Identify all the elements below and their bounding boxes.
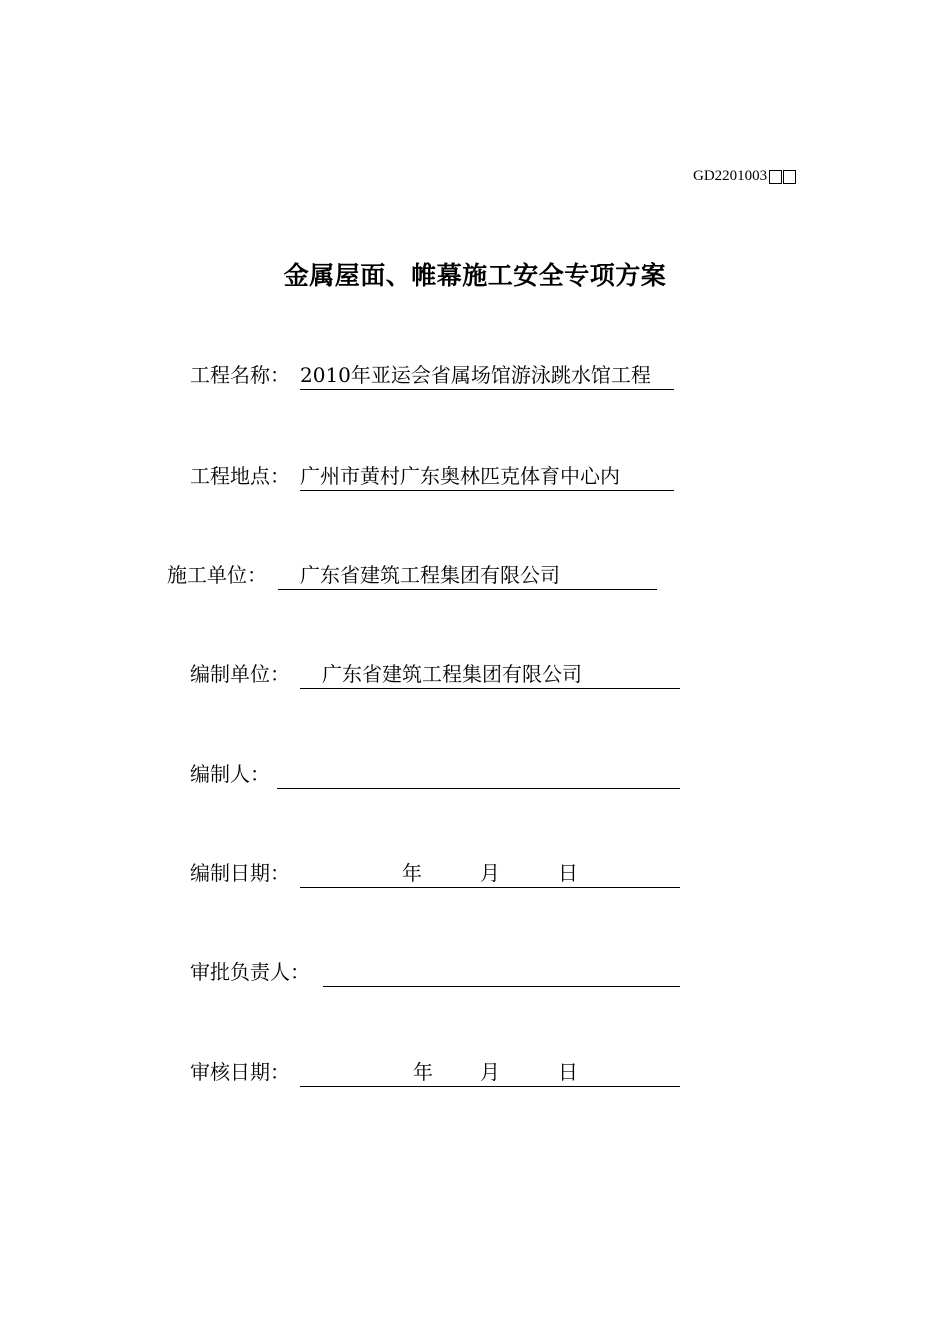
project-name-label: 工程名称： bbox=[190, 363, 290, 387]
review-date-day: 日 bbox=[558, 1060, 578, 1084]
compile-date-label: 编制日期： bbox=[190, 861, 290, 885]
review-date-label: 审核日期： bbox=[190, 1060, 290, 1084]
project-location-row bbox=[190, 462, 690, 490]
project-location-value-line bbox=[300, 462, 674, 491]
checkbox-square-icon bbox=[783, 170, 796, 184]
compiling-unit-label: 编制单位： bbox=[190, 662, 290, 686]
project-name-row bbox=[190, 361, 690, 389]
compile-date-row bbox=[190, 859, 690, 887]
project-location-label: 工程地点： bbox=[190, 464, 290, 488]
compiler-value-line bbox=[277, 760, 680, 789]
construction-unit-value-line bbox=[278, 561, 657, 590]
compile-date-year: 年 bbox=[402, 861, 422, 885]
approver-label: 审批负责人： bbox=[190, 960, 310, 984]
review-date-month: 月 bbox=[480, 1060, 500, 1084]
document-code-text: GD2201003 bbox=[693, 168, 768, 184]
approver-row bbox=[190, 958, 690, 986]
review-date-row bbox=[190, 1058, 690, 1086]
compiling-unit-value: 广东省建筑工程集团有限公司 bbox=[322, 662, 582, 686]
project-name-value: 2010年亚运会省属场馆游泳跳水馆工程 bbox=[300, 363, 651, 387]
review-date-year: 年 bbox=[413, 1060, 433, 1084]
compile-date-month: 月 bbox=[480, 861, 500, 885]
construction-unit-value: 广东省建筑工程集团有限公司 bbox=[300, 563, 560, 587]
project-location-value: 广州市黄村广东奥林匹克体育中心内 bbox=[300, 464, 620, 488]
compile-date-value-line bbox=[300, 859, 680, 888]
document-title: 金属屋面、帷幕施工安全专项方案 bbox=[283, 261, 667, 290]
compiling-unit-row bbox=[190, 660, 690, 688]
review-date-value-line bbox=[300, 1058, 680, 1087]
construction-unit-row bbox=[167, 561, 667, 589]
document-code bbox=[693, 168, 796, 185]
construction-unit-label: 施工单位： bbox=[167, 563, 267, 587]
compiling-unit-value-line bbox=[300, 660, 680, 689]
compiler-row bbox=[190, 760, 690, 788]
checkbox-square-icon bbox=[769, 170, 782, 184]
approver-value-line bbox=[323, 958, 680, 987]
compiler-label: 编制人： bbox=[190, 762, 270, 786]
compile-date-day: 日 bbox=[558, 861, 578, 885]
project-name-value-line bbox=[300, 361, 674, 390]
